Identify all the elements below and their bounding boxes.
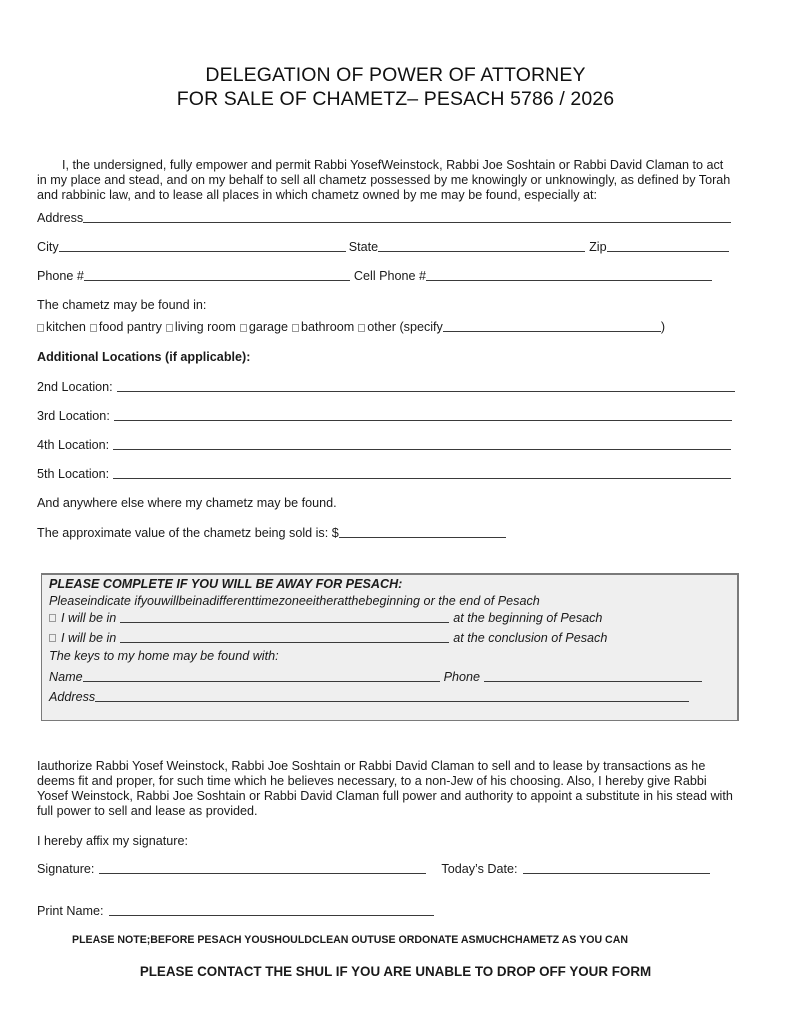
- keys-name-label: Name: [49, 670, 83, 684]
- location-5-row: [37, 466, 731, 481]
- phone-field[interactable]: [84, 268, 350, 281]
- phone-row: [37, 268, 712, 283]
- option-bathroom[interactable]: [292, 320, 354, 334]
- intro-line-3: and rabbinic law, and to lease all places in which chametz owned by me may be found, especially at:: [37, 188, 598, 202]
- option-other[interactable]: [358, 320, 443, 334]
- address-label: Address: [37, 211, 84, 225]
- contact-shul-text: PLEASE CONTACT THE SHUL IF YOU ARE UNABLE TO DROP OFF YOUR FORM: [139, 964, 652, 979]
- location-3-label: 3rd Location:: [37, 409, 110, 423]
- option-food-pantry-label: food pantry: [98, 320, 162, 334]
- keys-address-row: [49, 689, 689, 704]
- checkbox-icon[interactable]: [49, 634, 56, 642]
- away-option-conclusion-row: [49, 630, 607, 645]
- keys-address-label: Address: [49, 690, 96, 704]
- checkbox-icon[interactable]: [358, 324, 365, 332]
- away-option-beginning-row: [49, 610, 602, 625]
- location-5-field[interactable]: [113, 466, 731, 479]
- option-living-room[interactable]: [166, 320, 236, 334]
- location-5-label: 5th Location:: [37, 467, 110, 481]
- document-title-line2: FOR SALE OF CHAMETZ– PESACH 5786 / 2026: [176, 88, 615, 110]
- checkbox-icon[interactable]: [292, 324, 299, 332]
- found-in-label: The chametz may be found in:: [37, 298, 207, 312]
- authorization-line-4: full power to sell and lease as provided.: [37, 804, 258, 818]
- city-field[interactable]: [59, 239, 346, 252]
- state-field[interactable]: [378, 239, 585, 252]
- signature-field[interactable]: [99, 861, 426, 874]
- option-bathroom-label: bathroom: [301, 320, 355, 334]
- option-garage-label: garage: [248, 320, 289, 334]
- print-name-label: Print Name:: [37, 904, 104, 918]
- location-3-field[interactable]: [114, 408, 732, 421]
- away-option-beginning-prefix: I will be in: [61, 611, 117, 625]
- authorization-line-3: Yosef Weinstock, Rabbi Joe Soshtain or Rabbi David Claman full power and authority to appoint a substitute in his stead with: [37, 789, 733, 803]
- address-field[interactable]: [83, 210, 731, 223]
- close-paren: ): [660, 320, 666, 334]
- away-box-instruction: Pleaseindicate ifyouwillbeinadifferenttimezoneeitheratthebeginning or the end of Pesach: [49, 594, 540, 608]
- city-state-zip-row: [37, 239, 729, 254]
- away-option-conclusion-prefix: I will be in: [61, 631, 117, 645]
- document-title-line1: DELEGATION OF POWER OF ATTORNEY: [205, 64, 586, 86]
- keys-label: The keys to my home may be found with:: [49, 649, 279, 663]
- intro-line-1: I, the undersigned, fully empower and permit Rabbi YosefWeinstock, Rabbi Joe Soshtain or Rabbi David Claman to act: [62, 158, 724, 172]
- checkbox-icon[interactable]: [240, 324, 247, 332]
- option-kitchen[interactable]: [37, 320, 86, 334]
- additional-locations-heading: Additional Locations (if applicable):: [37, 350, 251, 364]
- other-specify-field[interactable]: [443, 319, 661, 332]
- away-conclusion-location-field[interactable]: [120, 630, 449, 643]
- anywhere-else-text: And anywhere else where my chametz may be found.: [37, 496, 337, 510]
- please-note-text: PLEASE NOTE;BEFORE PESACH YOUSHOULDCLEAN OUTUSE ORDONATE ASMUCHCHAMETZ AS YOU CAN: [72, 934, 629, 946]
- address-row: [37, 210, 731, 225]
- away-box-heading: PLEASE COMPLETE IF YOU WILL BE AWAY FOR PESACH:: [49, 577, 403, 591]
- city-label: City: [37, 240, 59, 254]
- away-option-beginning-suffix: at the beginning of Pesach: [453, 611, 603, 625]
- value-field[interactable]: [339, 525, 506, 538]
- checkbox-icon[interactable]: [166, 324, 173, 332]
- option-other-label: other (specify: [367, 320, 443, 334]
- location-3-row: [37, 408, 732, 423]
- checkbox-icon[interactable]: [37, 324, 44, 332]
- todays-date-field[interactable]: [523, 861, 710, 874]
- intro-line-2: in my place and stead, and on my behalf to sell all chametz possessed by me knowingly or unknowingly, as defined by Torah: [37, 173, 731, 187]
- authorization-line-1: Iauthorize Rabbi Yosef Weinstock, Rabbi Joe Soshtain or Rabbi David Claman to sell and to lease by transactions as he: [37, 759, 706, 773]
- zip-field[interactable]: [607, 239, 729, 252]
- checkbox-icon[interactable]: [49, 614, 56, 622]
- away-option-conclusion-suffix: at the conclusion of Pesach: [453, 631, 608, 645]
- signature-date-row: [37, 861, 710, 876]
- print-name-row: [37, 903, 434, 918]
- location-4-label: 4th Location:: [37, 438, 110, 452]
- location-4-field[interactable]: [113, 437, 731, 450]
- todays-date-label: Today’s Date:: [441, 862, 518, 876]
- value-label: The approximate value of the chametz being sold is: $: [37, 526, 339, 540]
- authorization-line-2: deems fit and proper, for such time which he believes necessary, to a non-Jew of his choosing. Also, I hereby give Rabbi: [37, 774, 707, 788]
- state-label: State: [348, 240, 379, 254]
- value-row: [37, 525, 506, 540]
- location-2-field[interactable]: [117, 379, 735, 392]
- signature-label: Signature:: [37, 862, 95, 876]
- keys-name-phone-row: [49, 669, 702, 684]
- keys-name-field[interactable]: [83, 669, 440, 682]
- keys-address-field[interactable]: [95, 689, 689, 702]
- location-2-row: [37, 379, 735, 394]
- option-kitchen-label: kitchen: [46, 320, 86, 334]
- option-living-room-label: living room: [174, 320, 236, 334]
- option-food-pantry[interactable]: [90, 320, 162, 334]
- cell-phone-label: Cell Phone #: [353, 269, 427, 283]
- print-name-field[interactable]: [109, 903, 434, 916]
- keys-phone-label: Phone: [443, 670, 481, 684]
- option-garage[interactable]: [240, 320, 288, 334]
- away-beginning-location-field[interactable]: [120, 610, 449, 623]
- location-options-row: [37, 319, 665, 334]
- affix-signature-label: I hereby affix my signature:: [37, 834, 188, 848]
- location-2-label: 2nd Location:: [37, 380, 113, 394]
- cell-phone-field[interactable]: [426, 268, 712, 281]
- keys-phone-field[interactable]: [484, 669, 702, 682]
- location-4-row: [37, 437, 731, 452]
- checkbox-icon[interactable]: [90, 324, 97, 332]
- zip-label: Zip: [589, 240, 607, 254]
- phone-label: Phone #: [37, 269, 84, 283]
